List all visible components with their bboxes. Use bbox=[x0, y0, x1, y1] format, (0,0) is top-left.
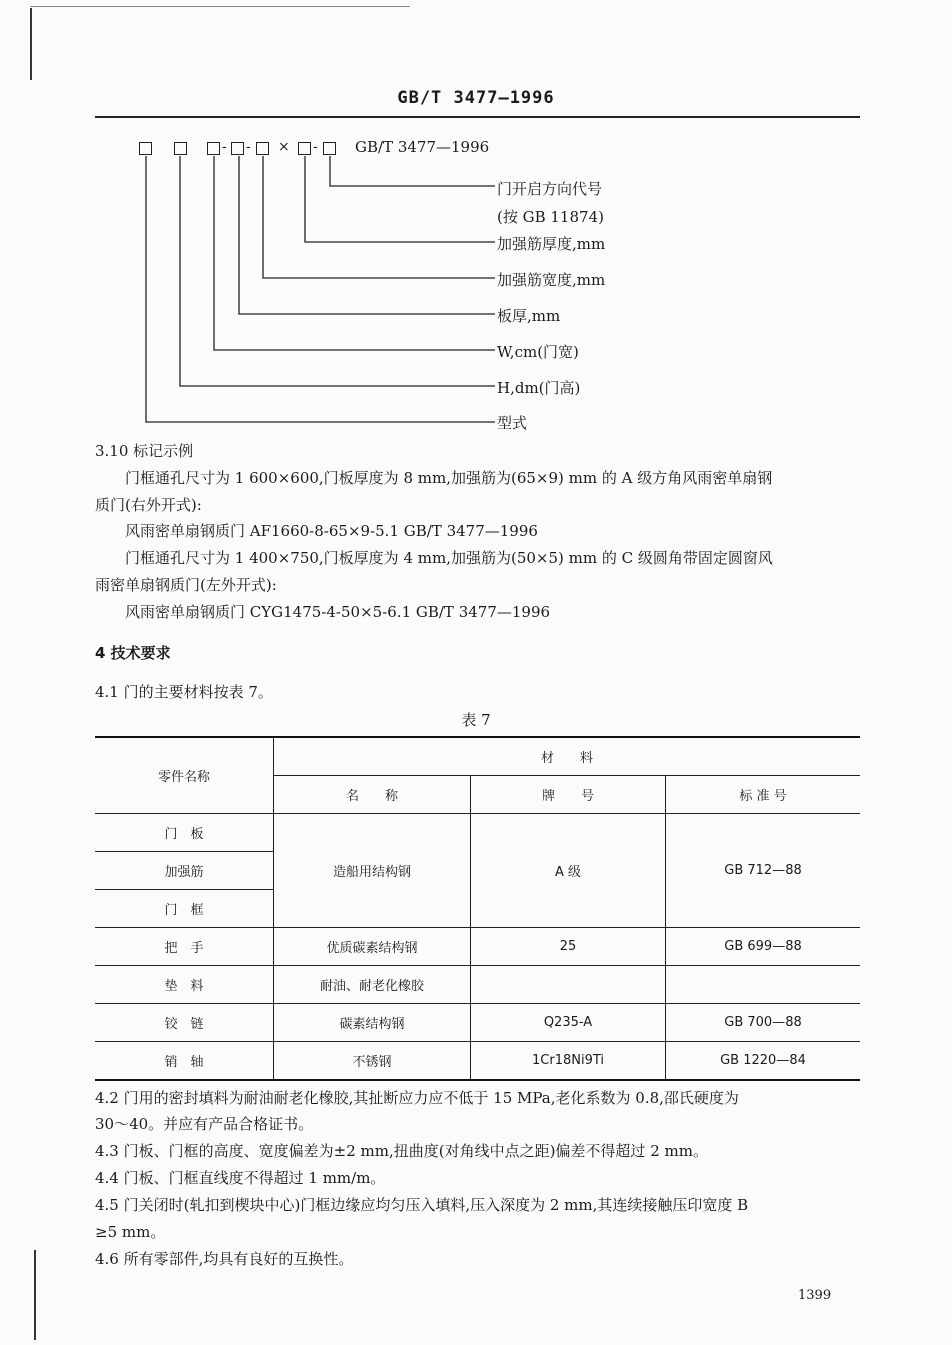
label-door-height: H,dm(门高) bbox=[497, 379, 581, 397]
cell-name-merged: 造船用结构钢 bbox=[274, 814, 471, 928]
label-door-width: W,cm(门宽) bbox=[497, 343, 579, 361]
table-caption: 表 7 bbox=[461, 711, 491, 729]
col-grade: 牌 号 bbox=[471, 776, 666, 814]
cell-part: 门 板 bbox=[95, 814, 274, 852]
page-header: GB/T 3477—1996 bbox=[397, 88, 555, 108]
label-rib-width: 加强筋宽度,mm bbox=[497, 271, 606, 289]
cell-grade: 1Cr18Ni9Ti bbox=[471, 1042, 666, 1081]
cell-standard-merged: GB 712—88 bbox=[666, 814, 861, 928]
col-name: 名 称 bbox=[274, 776, 471, 814]
cell-name: 耐油、耐老化橡胶 bbox=[274, 966, 471, 1004]
cell-part: 销 轴 bbox=[95, 1042, 274, 1081]
cell-name: 优质碳素结构钢 bbox=[274, 928, 471, 966]
clause-4-5-line-2: ≥5 mm。 bbox=[95, 1223, 166, 1241]
cell-part: 把 手 bbox=[95, 928, 274, 966]
cell-grade-merged: A 级 bbox=[471, 814, 666, 928]
cell-grade: Q235-A bbox=[471, 1004, 666, 1042]
cell-part: 门 框 bbox=[95, 890, 274, 928]
cell-grade: 25 bbox=[471, 928, 666, 966]
table-row bbox=[95, 966, 860, 1004]
cell-grade bbox=[471, 966, 666, 1004]
example-2-mark: 风雨密单扇钢质门 CYG1475-4-50×5-6.1 GB/T 3477—1996 bbox=[125, 603, 551, 621]
clause-4-6: 4.6 所有零部件,均具有良好的互换性。 bbox=[95, 1250, 354, 1268]
cell-name: 不锈钢 bbox=[274, 1042, 471, 1081]
cell-part: 垫 料 bbox=[95, 966, 274, 1004]
col-part-name: 零件名称 bbox=[95, 737, 274, 814]
clause-4-3: 4.3 门板、门框的高度、宽度偏差为±2 mm,扭曲度(对角线中点之距)偏差不得超过 2 mm。 bbox=[95, 1142, 708, 1160]
cell-name: 碳素结构钢 bbox=[274, 1004, 471, 1042]
section-3-10-title: 3.10 标记示例 bbox=[95, 442, 194, 460]
cell-part: 铰 链 bbox=[95, 1004, 274, 1042]
table-row bbox=[95, 928, 860, 966]
page-number: 1399 bbox=[798, 1288, 832, 1303]
label-plate-thickness: 板厚,mm bbox=[497, 307, 561, 325]
label-gb-11874: (按 GB 11874) bbox=[497, 208, 604, 226]
col-material: 材 料 bbox=[274, 737, 861, 776]
label-type: 型式 bbox=[497, 414, 528, 432]
col-standard: 标 准 号 bbox=[666, 776, 861, 814]
example-1-line-2: 质门(右外开式): bbox=[95, 496, 202, 514]
example-2-line-1: 门框通孔尺寸为 1 400×750,门板厚度为 4 mm,加强筋为(50×5) mm 的 C 级圆角带固定圆窗风 bbox=[125, 549, 773, 567]
cell-standard: GB 1220—84 bbox=[666, 1042, 861, 1081]
table-row bbox=[95, 1042, 860, 1081]
label-door-direction: 门开启方向代号 bbox=[497, 180, 603, 198]
clause-4-5-line-1: 4.5 门关闭时(轧扣到楔块中心)门框边缘应均匀压入填料,压入深度为 2 mm,其连续接触压印宽度 B bbox=[95, 1196, 749, 1214]
example-1-line-1: 门框通孔尺寸为 1 600×600,门板厚度为 8 mm,加强筋为(65×9) mm 的 A 级方角风雨密单扇钢 bbox=[125, 469, 773, 487]
clause-4-2-line-2: 30～40。并应有产品合格证书。 bbox=[95, 1115, 314, 1133]
section-4-title: 4 技术要求 bbox=[95, 644, 171, 662]
example-2-line-2: 雨密单扇钢质门(左外开式): bbox=[95, 576, 277, 594]
cell-standard: GB 700—88 bbox=[666, 1004, 861, 1042]
table-row bbox=[95, 1004, 860, 1042]
clause-4-2-line-1: 4.2 门用的密封填料为耐油耐老化橡胶,其扯断应力应不低于 15 MPa,老化系数为 0.8,邵氏硬度为 bbox=[95, 1089, 739, 1107]
clause-4-4: 4.4 门板、门框直线度不得超过 1 mm/m。 bbox=[95, 1169, 386, 1187]
table-row bbox=[95, 814, 860, 852]
example-1-mark: 风雨密单扇钢质门 AF1660-8-65×9-5.1 GB/T 3477—1996 bbox=[125, 522, 538, 540]
cell-part: 加强筋 bbox=[95, 852, 274, 890]
code-standard: GB/T 3477—1996 bbox=[355, 138, 490, 156]
cell-standard: GB 699—88 bbox=[666, 928, 861, 966]
label-rib-thickness: 加强筋厚度,mm bbox=[497, 235, 606, 253]
clause-4-1: 4.1 门的主要材料按表 7。 bbox=[95, 683, 273, 701]
cell-standard bbox=[666, 966, 861, 1004]
materials-table bbox=[95, 736, 860, 1081]
